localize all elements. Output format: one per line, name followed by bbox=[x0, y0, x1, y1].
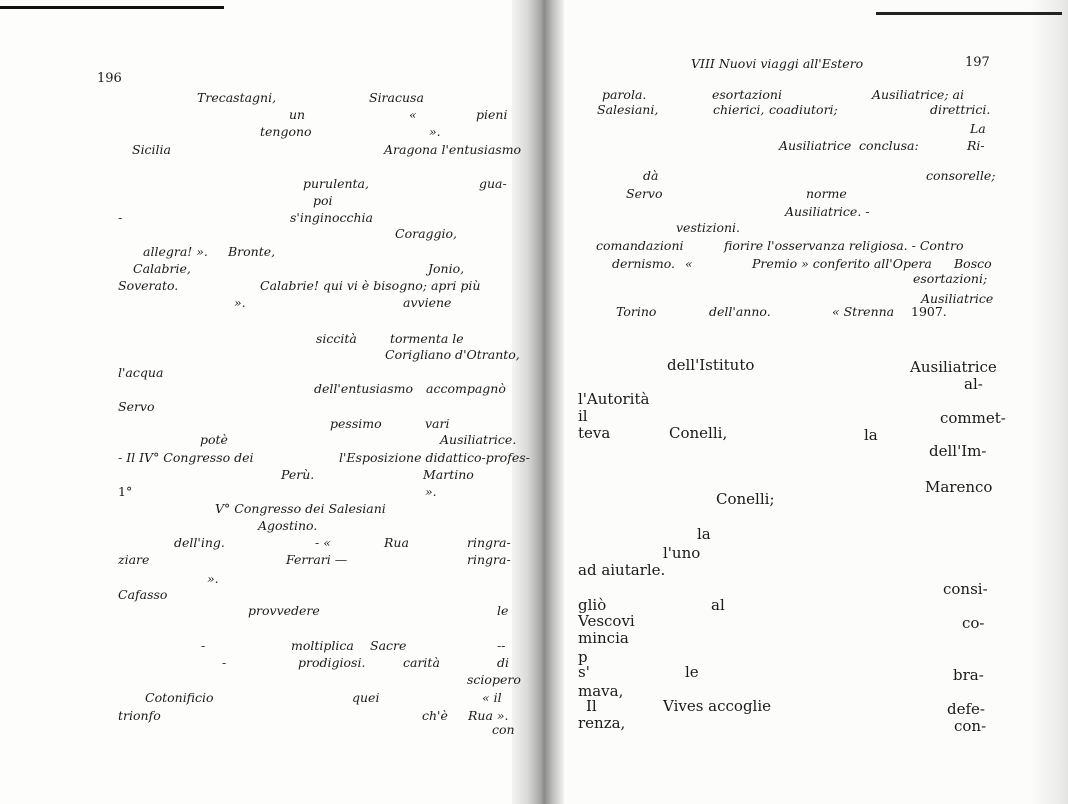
body-fragment: Marenco bbox=[925, 478, 993, 496]
summary-fragment: Bosco bbox=[954, 256, 992, 271]
text-fragment: ziare bbox=[118, 552, 150, 567]
body-fragment: Conelli; bbox=[716, 490, 775, 508]
text-fragment: Servo bbox=[118, 399, 155, 414]
summary-fragment: « Strenna bbox=[832, 304, 895, 319]
text-fragment: tormenta le bbox=[390, 331, 464, 346]
text-fragment: potè bbox=[200, 432, 228, 447]
summary-fragment: esortazioni bbox=[712, 87, 782, 102]
text-fragment: Ferrari — bbox=[286, 552, 348, 567]
text-fragment: ch'è bbox=[422, 708, 448, 723]
top-rule-left bbox=[0, 6, 224, 9]
body-fragment: co- bbox=[962, 614, 985, 632]
body-fragment: Vescovi bbox=[578, 612, 635, 630]
body-fragment: Ausiliatrice bbox=[910, 358, 997, 376]
summary-fragment: dell'anno. bbox=[709, 304, 771, 319]
text-fragment: s'inginocchia bbox=[290, 210, 373, 225]
summary-fragment: coadiutori; bbox=[769, 102, 838, 117]
summary-fragment: comandazioni bbox=[596, 238, 684, 253]
body-fragment: il bbox=[578, 407, 588, 425]
summary-fragment: norme bbox=[806, 186, 847, 201]
text-fragment: « bbox=[409, 107, 417, 122]
text-fragment: avviene bbox=[403, 295, 452, 310]
text-fragment: ringra- bbox=[467, 535, 511, 550]
text-fragment: Calabrie, bbox=[133, 261, 191, 276]
body-fragment: gliò bbox=[578, 596, 607, 614]
text-fragment: vari bbox=[425, 416, 450, 431]
summary-fragment: Premio » conferito all'Opera bbox=[752, 256, 932, 271]
text-fragment: Sicilia bbox=[132, 142, 172, 157]
summary-fragment: vestizioni. bbox=[676, 220, 741, 235]
body-fragment: la bbox=[697, 525, 711, 543]
text-fragment: - « bbox=[315, 535, 331, 550]
text-fragment: poi bbox=[313, 193, 333, 208]
text-fragment: dell'ing. bbox=[174, 535, 225, 550]
body-fragment: ad aiutarle. bbox=[578, 561, 666, 579]
summary-fragment: chierici, bbox=[713, 102, 765, 117]
text-fragment: Siracusa bbox=[369, 90, 424, 105]
text-fragment: con bbox=[492, 722, 515, 737]
body-fragment: con- bbox=[954, 717, 987, 735]
body-fragment: Vives accoglie bbox=[663, 697, 772, 715]
text-fragment: carità bbox=[403, 655, 440, 670]
text-fragment: Agostino. bbox=[258, 518, 318, 533]
page-number-right: 197 bbox=[965, 55, 990, 70]
text-fragment: ». bbox=[429, 124, 441, 139]
text-fragment: trionfo bbox=[118, 708, 161, 723]
text-fragment: pieni bbox=[476, 107, 508, 122]
text-fragment: un bbox=[289, 107, 306, 122]
summary-fragment: « bbox=[685, 256, 693, 271]
body-fragment: mava, bbox=[578, 682, 624, 700]
text-fragment: Trecastagni, bbox=[197, 90, 277, 105]
summary-fragment: conclusa: bbox=[859, 138, 919, 153]
text-fragment: Rua ». bbox=[468, 708, 509, 723]
text-fragment: - Il IV° Congresso dei bbox=[118, 450, 254, 465]
text-fragment: sciopero bbox=[467, 672, 521, 687]
text-fragment: Cotonificio bbox=[145, 690, 214, 705]
body-fragment: consi- bbox=[943, 580, 988, 598]
page-edge-shadow bbox=[1030, 0, 1068, 804]
body-fragment: le bbox=[685, 663, 699, 681]
body-fragment: dell'Im- bbox=[929, 442, 987, 460]
summary-fragment: dernismo. bbox=[612, 256, 675, 271]
left-page bbox=[0, 0, 530, 804]
body-fragment: bra- bbox=[953, 666, 984, 684]
text-fragment: Sacre bbox=[370, 638, 407, 653]
summary-fragment: fiorire l'osservanza religiosa. - Contro bbox=[724, 238, 964, 253]
summary-fragment: La bbox=[970, 121, 986, 136]
text-fragment: provvedere bbox=[248, 603, 320, 618]
body-fragment: p bbox=[578, 648, 588, 666]
summary-fragment: 1907. bbox=[911, 304, 947, 319]
text-fragment: purulenta, bbox=[303, 176, 369, 191]
body-fragment: s' bbox=[578, 663, 590, 681]
text-fragment: - bbox=[222, 655, 227, 670]
summary-fragment: dà bbox=[643, 168, 659, 183]
summary-fragment: Ausiliatrice bbox=[779, 138, 852, 153]
text-fragment: allegra! ». bbox=[143, 244, 208, 259]
text-fragment: Martino bbox=[423, 467, 474, 482]
text-fragment: « il bbox=[482, 690, 502, 705]
text-fragment: ringra- bbox=[467, 552, 511, 567]
body-fragment: mincia bbox=[578, 629, 629, 647]
text-fragment: prodigiosi. bbox=[298, 655, 366, 670]
text-fragment: Ausiliatrice. bbox=[440, 432, 517, 447]
text-fragment: tengono bbox=[260, 124, 312, 139]
summary-fragment: Ri- bbox=[967, 138, 985, 153]
text-fragment: quei bbox=[352, 690, 380, 705]
body-fragment: Il bbox=[586, 697, 597, 715]
text-fragment: Corigliano d'Otranto, bbox=[385, 347, 520, 362]
text-fragment: ». bbox=[234, 295, 246, 310]
body-fragment: al- bbox=[964, 375, 983, 393]
text-fragment: Cafasso bbox=[118, 587, 168, 602]
text-fragment: dell'entusiasmo bbox=[314, 381, 414, 396]
summary-fragment: consorelle; bbox=[926, 168, 996, 183]
text-fragment: Jonio, bbox=[428, 261, 465, 276]
text-fragment: Perù. bbox=[281, 467, 315, 482]
body-fragment: renza, bbox=[578, 714, 626, 732]
body-fragment: l'Autorità bbox=[578, 390, 650, 408]
top-rule-right bbox=[876, 12, 1062, 15]
text-fragment: ». bbox=[425, 484, 437, 499]
page-number-left: 196 bbox=[97, 71, 122, 86]
summary-fragment: Ausiliatrice bbox=[921, 291, 994, 306]
summary-fragment: Ausiliatrice. - bbox=[785, 204, 870, 219]
summary-fragment: Torino bbox=[616, 304, 657, 319]
summary-fragment: Servo bbox=[626, 186, 663, 201]
text-fragment: Soverato. bbox=[118, 278, 179, 293]
text-fragment: V° Congresso dei Salesiani bbox=[215, 501, 386, 516]
text-fragment: Calabrie! qui vi è bisogno; apri più bbox=[260, 278, 481, 293]
text-fragment: l'Esposizione didattico-profes- bbox=[339, 450, 530, 465]
text-fragment: Aragona l'entusiasmo bbox=[384, 142, 522, 157]
text-fragment: - bbox=[118, 210, 123, 225]
summary-fragment: direttrici. bbox=[930, 102, 991, 117]
summary-fragment: Ausiliatrice; ai bbox=[872, 87, 964, 102]
summary-fragment: esortazioni; bbox=[913, 271, 988, 286]
summary-fragment: Salesiani, bbox=[597, 102, 659, 117]
body-fragment: Conelli, bbox=[669, 424, 728, 442]
text-fragment: moltiplica bbox=[291, 638, 354, 653]
text-fragment: Bronte, bbox=[228, 244, 276, 259]
text-fragment: di bbox=[497, 655, 509, 670]
text-fragment: siccità bbox=[316, 331, 357, 346]
body-fragment: al bbox=[711, 596, 725, 614]
text-fragment: le bbox=[497, 603, 509, 618]
summary-fragment: parola. bbox=[602, 87, 647, 102]
body-fragment: l'uno bbox=[663, 544, 701, 562]
text-fragment: -- bbox=[497, 638, 506, 653]
text-fragment: ». bbox=[207, 571, 219, 586]
text-fragment: 1° bbox=[118, 484, 133, 499]
text-fragment: Coraggio, bbox=[395, 226, 458, 241]
body-fragment: teva bbox=[578, 424, 611, 442]
body-fragment: la bbox=[864, 426, 878, 444]
text-fragment: accompagnò bbox=[426, 381, 506, 396]
text-fragment: gua- bbox=[479, 176, 507, 191]
text-fragment: - bbox=[201, 638, 206, 653]
body-fragment: commet- bbox=[940, 409, 1006, 427]
running-head: VIII Nuovi viaggi all'Estero bbox=[691, 56, 864, 71]
body-fragment: dell'Istituto bbox=[667, 356, 755, 374]
body-fragment: defe- bbox=[947, 700, 985, 718]
text-fragment: pessimo bbox=[330, 416, 382, 431]
text-fragment: l'acqua bbox=[118, 365, 164, 380]
text-fragment: Rua bbox=[384, 535, 409, 550]
